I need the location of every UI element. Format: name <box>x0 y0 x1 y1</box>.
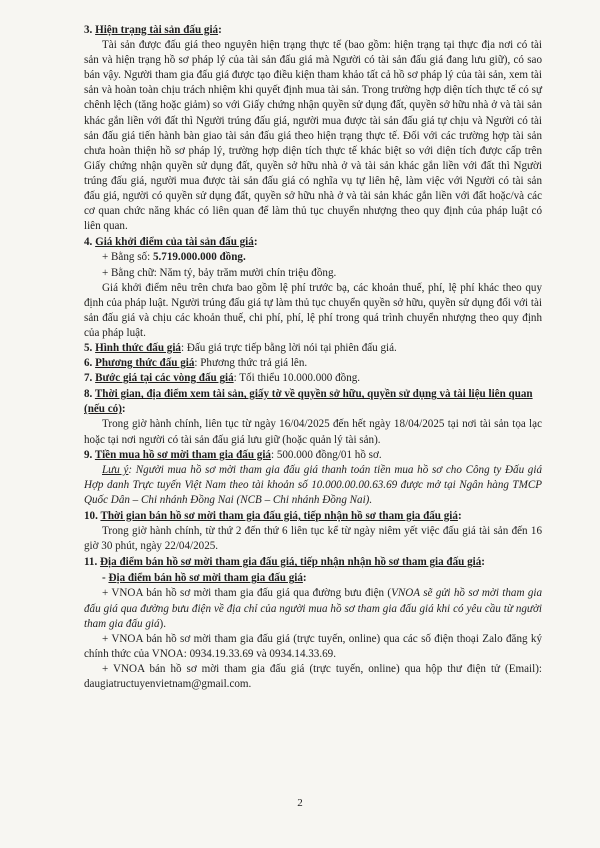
postal-sale-item: + VNOA bán hồ sơ mời tham gia đấu giá qua đường bưu điện (VNOA sẽ gửi hồ sơ mời tham gia đấu giá qua đường bưu điện về địa chỉ của người mua hồ sơ tham gia đấu giá khi có yêu cầu từ người tham gia đấu giá). <box>84 587 543 630</box>
section-8-body: Trong giờ hành chính, liên tục từ ngày 16/04/2025 đến hết ngày 18/04/2025 tại nơi tài sản tọa lạc hoặc tại nơi người có tài sản đấu giá lưu giữ (hoặc quản lý tài sản). <box>84 418 542 446</box>
section-7-line: 7. Bước giá tại các vòng đấu giá: Tối thiểu 10.000.000 đồng. <box>84 372 361 385</box>
zalo-sale-item: + VNOA bán hồ sơ mời tham gia đấu giá (trực tuyến, online) qua các số điện thoại Zalo đăng ký chính thức của VNOA: 0934.19.33.69 và 0934.14.33.69. <box>84 632 542 660</box>
section-5-line: 5. Hình thức đấu giá: Đấu giá trực tiếp bằng lời nói tại phiên đấu giá. <box>84 341 397 354</box>
section-11-subheading: - Địa điểm bán hồ sơ mời tham gia đấu giá: <box>102 572 307 585</box>
section-10-heading: 10. Thời gian bán hồ sơ mời tham gia đấu giá, tiếp nhận hồ sơ tham gia đấu giá: <box>84 510 462 522</box>
section-9-note: Lưu ý: Người mua hồ sơ mời tham gia đấu giá thanh toán tiền mua hồ sơ cho Công ty Đấu giá Hợp danh Trực tuyến Việt Nam theo tài khoản số 10.000.00.00.63.69 được mở tại Ngân hàng TMCP Quốc Dân – Chi nhánh Đồng Nai (NCB – Chi nhánh Đồng Nai). <box>84 463 542 506</box>
starting-price-numeral: + Bằng số: 5.719.000.000 đồng. <box>102 251 246 264</box>
section-10-body: Trong giờ hành chính, từ thứ 2 đến thứ 6 liên tục kể từ ngày niêm yết việc đấu giá tài sản đến 16 giờ 30 phút, ngày 22/04/2025. <box>84 525 542 553</box>
starting-price-words: + Bằng chữ: Năm tỷ, bảy trăm mười chín triệu đồng. <box>102 266 337 279</box>
section-8-heading: 8. Thời gian, địa điểm xem tài sản, giấy tờ về quyền sở hữu, quyền sử dụng và tài liệu liên quan (nếu có): <box>84 388 533 416</box>
section-4-heading: 4. Giá khởi điểm của tài sản đấu giá: <box>84 236 258 249</box>
page-number: 2 <box>297 797 303 809</box>
section-3-body: Tài sản được đấu giá theo nguyên hiện trạng thực tế (bao gồm: hiện trạng tại thực địa nơi có tài sản và hiện trạng hồ sơ pháp lý của tài sản đấu giá mà Người có tài sản đấu giá đang lưu giữ), có sao bán vậy. Người tham gia đấu giá được tạo điều kiện tham khảo tất cả hồ sơ pháp lý của tài sản, xem tài sản và hoàn toàn chịu trách nhiệm khi quyết định mua tài sản. Trong trường hợp diện tích thực tế có sự chênh lệch (tăng hoặc giảm) so với Giấy chứng nhận quyền sử dụng đất, quyền sở hữu nhà ở và tài sản khác gắn liền với đất thì Người trúng đấu giá, người mua được tài sản đấu giá tự chịu và Người có tài sản đấu giá tiến hành bàn giao tài sản đấu giá theo hiện trạng thực tế. Đối với các trường hợp tài sản chưa hoàn thiện hồ sơ pháp lý, trường hợp diện tích thực tế khác biệt so với diện tích được cấp trên Giấy chứng nhận quyền sử dụng đất, quyền sở hữu nhà ở và tài sản khác gắn liền với đất thì Người trúng đấu giá, người mua được tài sản đấu giá có nghĩa vụ tự liên hệ, làm việc với Người có tài sản đấu giá, người có quyền sử dụng đất, quyền sở hữu nhà ở và tài sản khác gắn liền với đất hoặc/và các cơ quan chức năng khác có liên quan để làm thủ tục chuyển nhượng theo quy định của pháp luật có liên quan. <box>84 39 542 233</box>
section-6-line: 6. Phương thức đấu giá: Phương thức trả giá lên. <box>84 357 308 370</box>
section-3-heading: 3. Hiện trạng tài sản đấu giá: <box>84 24 222 36</box>
section-4-body: Giá khởi điểm nêu trên chưa bao gồm lệ phí trước bạ, các khoản thuế, phí, lệ phí khác theo quy định của pháp luật. Người trúng đấu giá tự làm thủ tục chuyển quyền sở hữu, quyền sử dụng đối với tài sản đấu giá và chịu các khoản thuế, chi phí, phí, lệ phí trong quá trình chuyển nhượng theo quy định của pháp luật. <box>84 281 542 339</box>
section-11-heading: 11. Địa điểm bán hồ sơ mời tham gia đấu giá, tiếp nhận nhận hồ sơ tham gia đấu giá: <box>84 556 485 569</box>
email-sale-item: + VNOA bán hồ sơ mời tham gia đấu giá (trực tuyến, online) qua hộp thư điện tử (Email): daugiatructuyenvietnam@gmail.com. <box>84 662 542 691</box>
section-9-line: 9. Tiền mua hồ sơ mời tham gia đấu giá: 500.000 đồng/01 hồ sơ. <box>84 448 382 461</box>
